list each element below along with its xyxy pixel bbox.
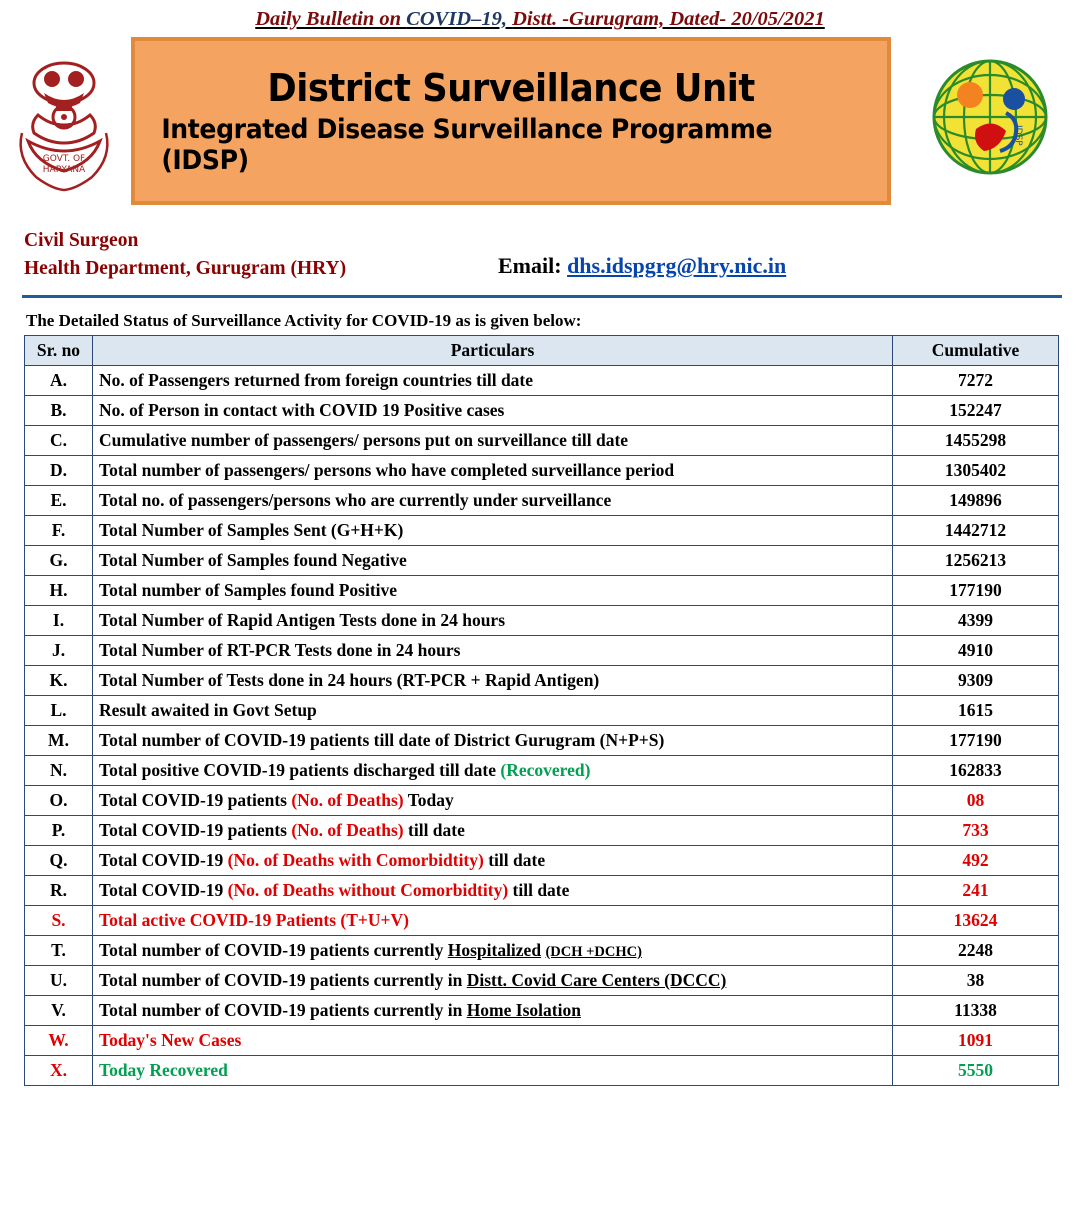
table-row [25, 996, 1059, 1026]
table-header-row [25, 336, 1059, 366]
row-sr-no: G. [25, 546, 93, 576]
row-sr-no: I. [25, 606, 93, 636]
table-row [25, 966, 1059, 996]
row-particulars: Total Number of RT-PCR Tests done in 24 hours [93, 636, 893, 666]
table-row [25, 486, 1059, 516]
row-cumulative-value: 733 [893, 816, 1059, 846]
table-row [25, 1026, 1059, 1056]
row-cumulative-value: 13624 [893, 906, 1059, 936]
row-particulars: Total number of COVID-19 patients currently Hospitalized (DCH +DCHC) [93, 936, 893, 966]
table-row [25, 456, 1059, 486]
svg-text:GOVT. OF: GOVT. OF [42, 154, 86, 164]
row-cumulative-value: 5550 [893, 1056, 1059, 1086]
row-cumulative-value: 177190 [893, 726, 1059, 756]
table-row [25, 696, 1059, 726]
row-sr-no: N. [25, 756, 93, 786]
idsp-globe-logo-icon [928, 55, 1052, 179]
row-cumulative-value: 38 [893, 966, 1059, 996]
column-header-sr-no: Sr. no [25, 336, 93, 366]
row-sr-no: R. [25, 876, 93, 906]
row-particulars: Result awaited in Govt Setup [93, 696, 893, 726]
table-row [25, 1056, 1059, 1086]
row-cumulative-value: 241 [893, 876, 1059, 906]
bulletin-prefix: Daily Bulletin on [255, 8, 407, 30]
row-particulars: Today Recovered [93, 1056, 893, 1086]
row-cumulative-value: 9309 [893, 666, 1059, 696]
contact-email-block [498, 253, 786, 279]
table-row [25, 606, 1059, 636]
banner-box [131, 37, 891, 205]
row-cumulative-value: 149896 [893, 486, 1059, 516]
svg-text:IDSP: IDSP [1013, 125, 1023, 146]
row-sr-no: T. [25, 936, 93, 966]
row-cumulative-value: 492 [893, 846, 1059, 876]
row-cumulative-value: 1091 [893, 1026, 1059, 1056]
row-sr-no: A. [25, 366, 93, 396]
row-sr-no: K. [25, 666, 93, 696]
header-divider [22, 295, 1062, 298]
row-particulars: Total COVID-19 patients (No. of Deaths) till date [93, 816, 893, 846]
table-row [25, 636, 1059, 666]
row-sr-no: B. [25, 396, 93, 426]
row-particulars: Total COVID-19 (No. of Deaths without Comorbidtity) till date [93, 876, 893, 906]
row-particulars: Total COVID-19 patients (No. of Deaths) Today [93, 786, 893, 816]
row-particulars: Cumulative number of passengers/ persons put on surveillance till date [93, 426, 893, 456]
row-sr-no: M. [25, 726, 93, 756]
table-row [25, 906, 1059, 936]
row-sr-no: O. [25, 786, 93, 816]
row-particulars: Total Number of Samples found Negative [93, 546, 893, 576]
row-particulars: Total number of COVID-19 patients currently in Home Isolation [93, 996, 893, 1026]
row-particulars: Total no. of passengers/persons who are currently under surveillance [93, 486, 893, 516]
row-cumulative-value: 4399 [893, 606, 1059, 636]
email-link[interactable]: dhs.idspgrg@hry.nic.in [567, 253, 787, 278]
row-cumulative-value: 1455298 [893, 426, 1059, 456]
table-row [25, 396, 1059, 426]
svg-text:HARYANA: HARYANA [42, 165, 86, 175]
bulletin-headline [0, 0, 1080, 31]
email-label: Email: [498, 253, 562, 278]
row-particulars: Total Number of Tests done in 24 hours (RT-PCR + Rapid Antigen) [93, 666, 893, 696]
surveillance-table [24, 335, 1059, 1086]
row-sr-no: C. [25, 426, 93, 456]
table-row [25, 576, 1059, 606]
haryana-government-emblem-icon [8, 49, 120, 194]
row-particulars: Total number of passengers/ persons who have completed surveillance period [93, 456, 893, 486]
banner-title: District Surveillance Unit [267, 66, 755, 110]
row-sr-no: H. [25, 576, 93, 606]
row-cumulative-value: 7272 [893, 366, 1059, 396]
table-row [25, 366, 1059, 396]
row-sr-no: S. [25, 906, 93, 936]
banner-subtitle: Integrated Disease Surveillance Programme (IDSP) [161, 114, 773, 176]
table-row [25, 876, 1059, 906]
row-cumulative-value: 08 [893, 786, 1059, 816]
contact-block [0, 227, 1080, 301]
row-particulars: No. of Passengers returned from foreign countries till date [93, 366, 893, 396]
contact-authority [24, 227, 346, 284]
row-cumulative-value: 11338 [893, 996, 1059, 1026]
table-row [25, 846, 1059, 876]
row-sr-no: L. [25, 696, 93, 726]
row-cumulative-value: 1305402 [893, 456, 1059, 486]
table-row [25, 756, 1059, 786]
row-sr-no: X. [25, 1056, 93, 1086]
row-particulars: Total Number of Rapid Antigen Tests done in 24 hours [93, 606, 893, 636]
row-sr-no: E. [25, 486, 93, 516]
contact-line-1: Civil Surgeon [24, 230, 139, 251]
row-particulars: Total number of COVID-19 patients till date of District Gurugram (N+P+S) [93, 726, 893, 756]
row-particulars: Total active COVID-19 Patients (T+U+V) [93, 906, 893, 936]
row-particulars: Today's New Cases [93, 1026, 893, 1056]
table-row [25, 516, 1059, 546]
table-row [25, 726, 1059, 756]
column-header-particulars: Particulars [93, 336, 893, 366]
row-sr-no: V. [25, 996, 93, 1026]
bulletin-covid-label: COVID–19, [406, 8, 513, 30]
row-sr-no: F. [25, 516, 93, 546]
row-particulars: Total COVID-19 (No. of Deaths with Comorbidtity) till date [93, 846, 893, 876]
banner-row [0, 33, 1080, 213]
row-sr-no: P. [25, 816, 93, 846]
column-header-cumulative: Cumulative [893, 336, 1059, 366]
row-particulars: Total positive COVID-19 patients discharged till date (Recovered) [93, 756, 893, 786]
row-cumulative-value: 2248 [893, 936, 1059, 966]
table-row [25, 816, 1059, 846]
table-row [25, 426, 1059, 456]
row-cumulative-value: 152247 [893, 396, 1059, 426]
row-sr-no: W. [25, 1026, 93, 1056]
row-particulars: Total number of COVID-19 patients currently in Distt. Covid Care Centers (DCCC) [93, 966, 893, 996]
table-row [25, 666, 1059, 696]
table-row [25, 936, 1059, 966]
contact-line-2: Health Department, Gurugram (HRY) [24, 258, 347, 280]
row-sr-no: U. [25, 966, 93, 996]
row-particulars: Total Number of Samples Sent (G+H+K) [93, 516, 893, 546]
row-sr-no: Q. [25, 846, 93, 876]
row-cumulative-value: 162833 [893, 756, 1059, 786]
row-sr-no: D. [25, 456, 93, 486]
table-row [25, 546, 1059, 576]
row-particulars: Total number of Samples found Positive [93, 576, 893, 606]
row-cumulative-value: 4910 [893, 636, 1059, 666]
row-particulars: No. of Person in contact with COVID 19 Positive cases [93, 396, 893, 426]
row-cumulative-value: 1442712 [893, 516, 1059, 546]
row-cumulative-value: 177190 [893, 576, 1059, 606]
row-sr-no: J. [25, 636, 93, 666]
row-cumulative-value: 1256213 [893, 546, 1059, 576]
row-cumulative-value: 1615 [893, 696, 1059, 726]
bulletin-suffix: Distt. -Gurugram, Dated- 20/05/2021 [512, 8, 825, 30]
table-row [25, 786, 1059, 816]
intro-text: The Detailed Status of Surveillance Activity for COVID-19 as is given below: [26, 311, 582, 330]
